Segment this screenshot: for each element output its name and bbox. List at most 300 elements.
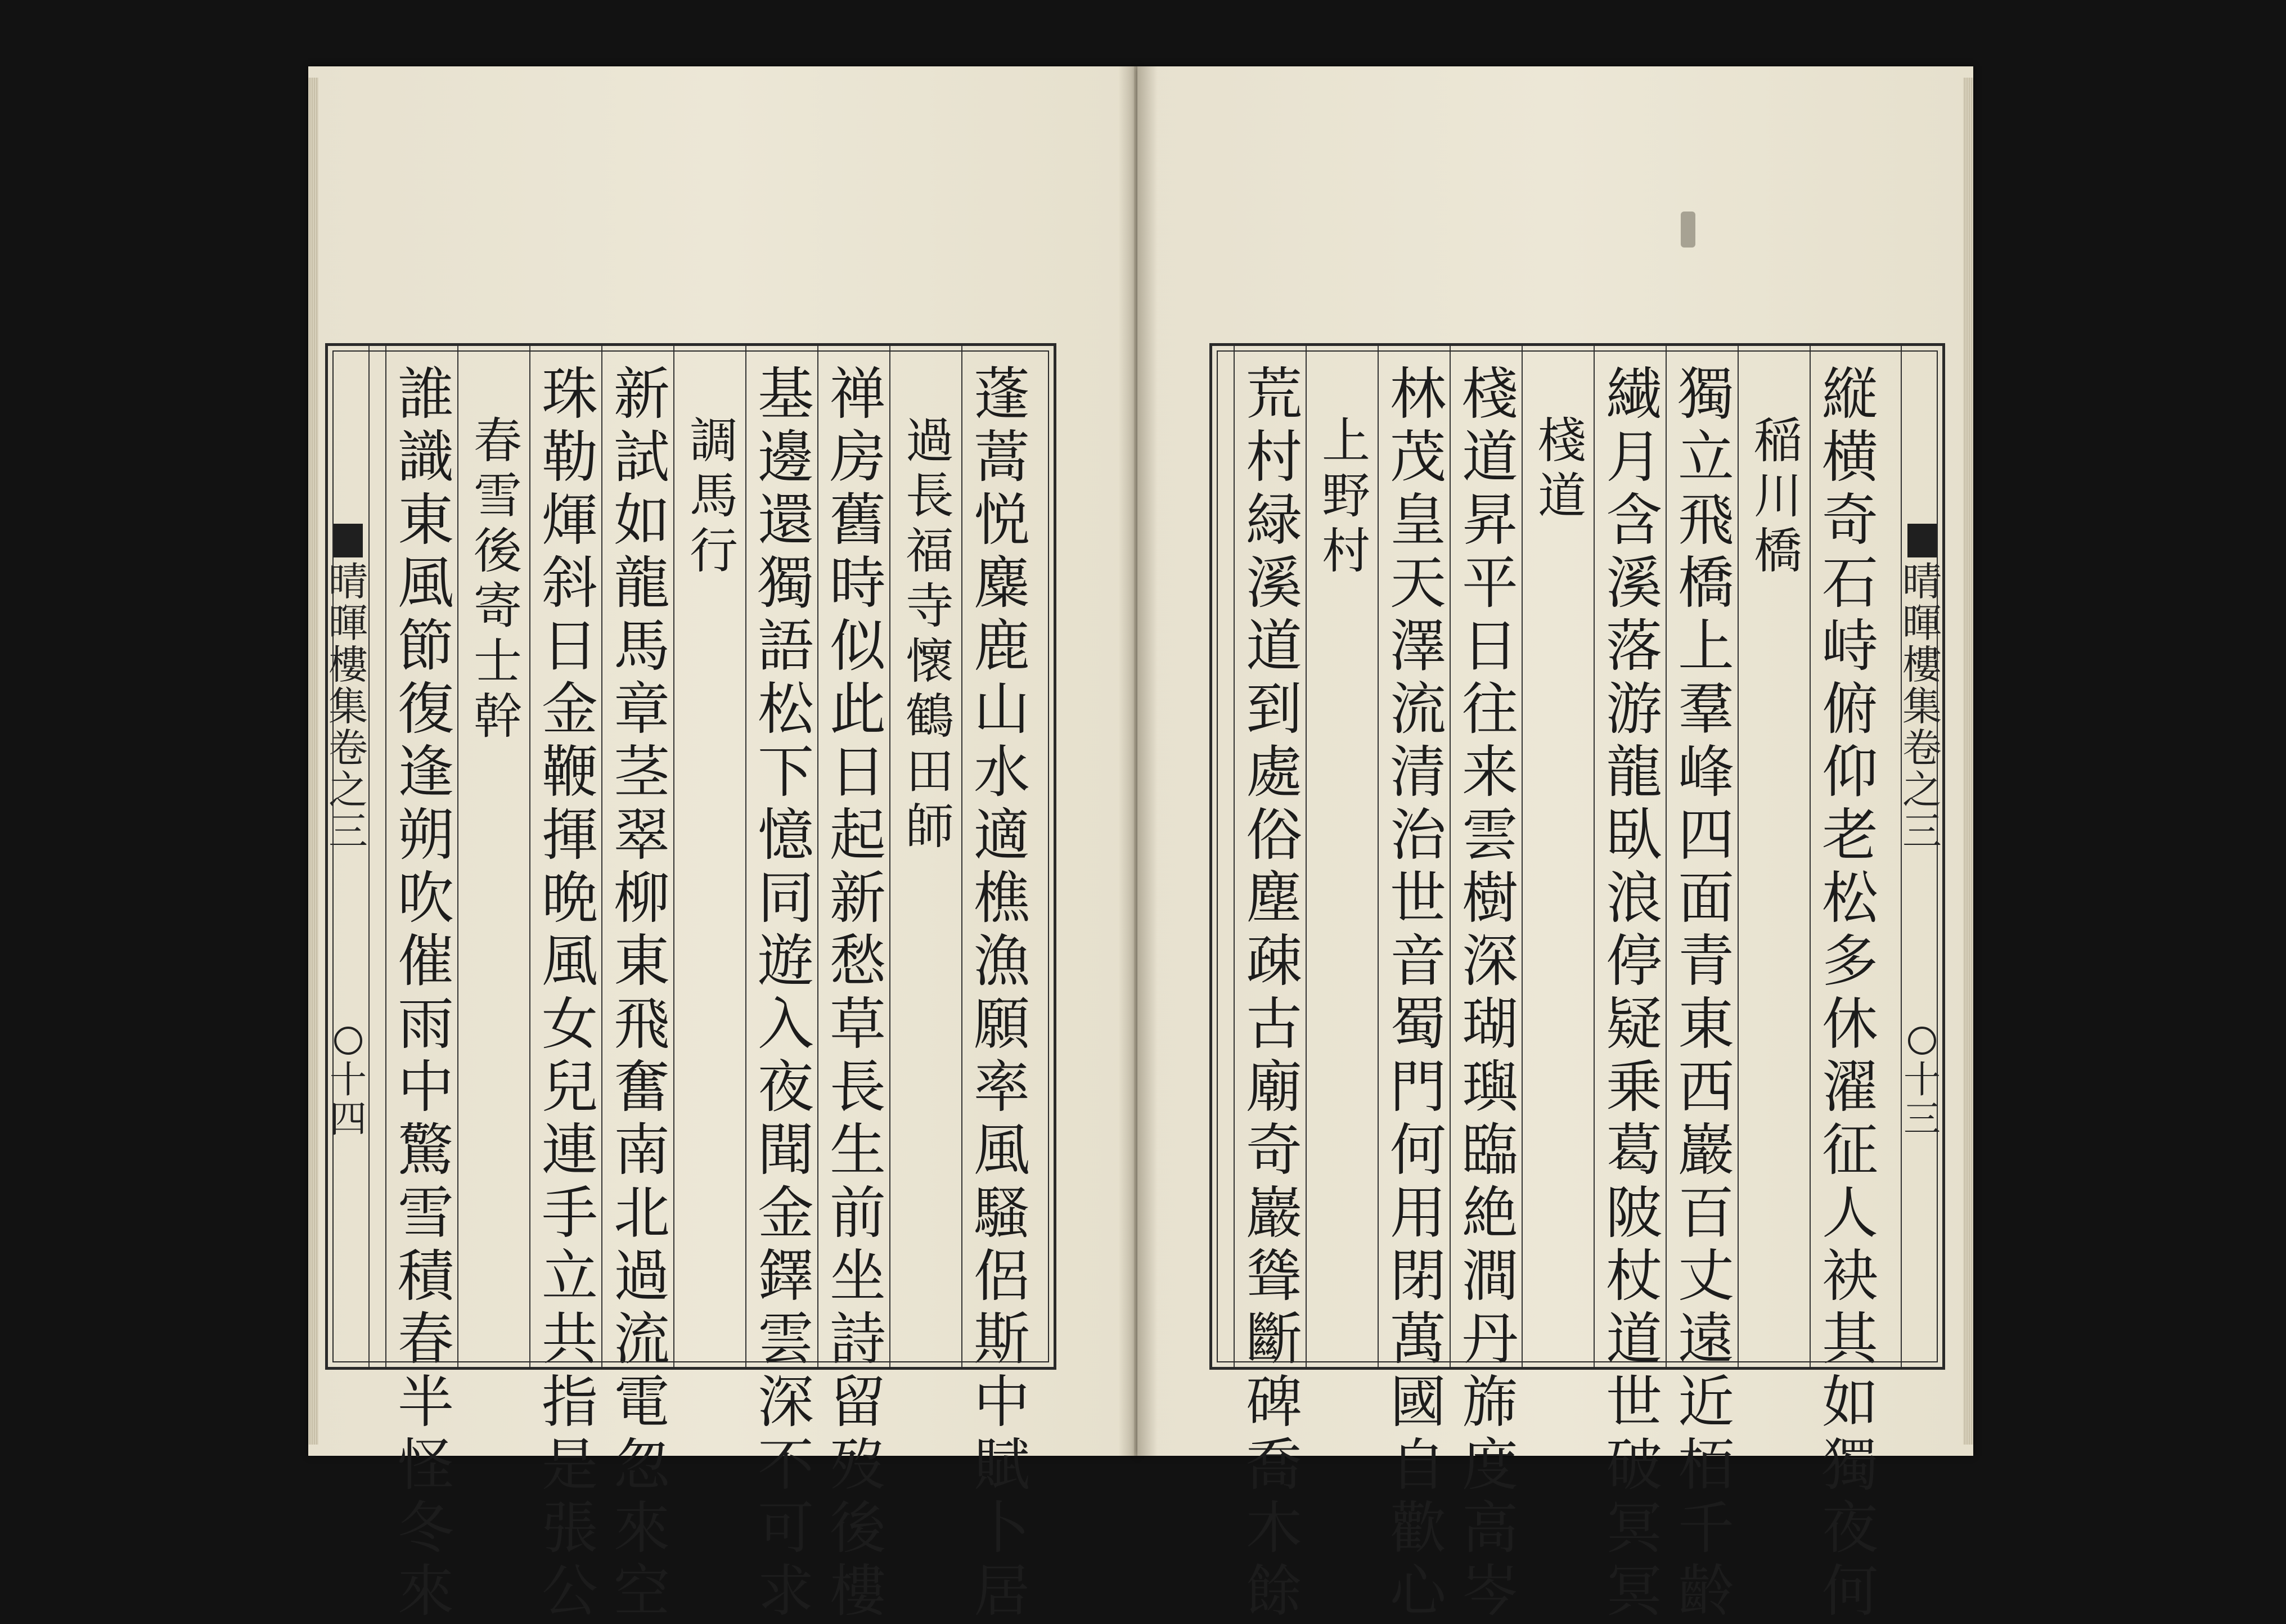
character: 月 [1606,424,1662,490]
character: 百 [1678,1180,1734,1246]
character: 道 [1538,468,1586,524]
character: 生 [830,1117,886,1183]
character: 閉 [1390,1243,1446,1309]
character: 樹 [1462,865,1518,931]
column-rule [385,346,386,1367]
character: 世 [1390,865,1446,931]
character: 心 [1390,1558,1446,1624]
character: 旆 [1462,1369,1518,1435]
right-page [1137,66,1973,1624]
character: 近 [1678,1369,1734,1435]
character: 横 [1822,424,1878,490]
open-book [308,66,1973,1624]
character: 棧 [1538,413,1586,469]
character: 東 [1678,991,1734,1057]
character: 處 [1246,739,1302,805]
character: 國 [1390,1369,1446,1435]
character: 度 [1462,1432,1518,1498]
character: 何 [1822,1558,1878,1624]
character: 春 [398,1306,454,1372]
character: 禅 [830,361,886,427]
character: 忽 [614,1432,670,1498]
character: 田 [906,744,954,800]
character: 春 [474,413,522,469]
character: 蓬 [974,361,1030,427]
poem-title [1526,413,1598,524]
character: 立 [1678,424,1734,490]
character: 俗 [1246,802,1302,868]
character: 獨 [1678,361,1734,427]
character: 瑚 [1462,991,1518,1057]
page-edge [308,78,318,1445]
character: 新 [830,865,886,931]
column-rule [1234,346,1235,1367]
character: 日 [542,613,598,679]
character: 疑 [1606,991,1662,1057]
character: 游 [1606,676,1662,742]
character: 破 [1606,1432,1662,1498]
character: 願 [974,991,1030,1057]
character: 下 [758,739,814,805]
character: 皇 [1390,487,1446,553]
left-page [308,66,1137,1624]
character: 飛 [1678,487,1734,553]
character: 後 [474,523,522,579]
character: 樵 [974,865,1030,931]
character: 歡 [1390,1495,1446,1561]
margin-character: 晴 [328,559,368,605]
character: 房 [830,424,886,490]
character: 不 [758,1432,814,1498]
character: 識 [398,424,454,490]
character: 来 [1462,739,1518,805]
character: 立 [542,1243,598,1309]
character: 新 [614,361,670,427]
circle-mark [1908,1027,1936,1055]
character: 日 [1462,613,1518,679]
character: 懷 [906,633,954,690]
character: 喬 [1246,1432,1302,1498]
character: 寄 [474,578,522,635]
character: 東 [614,928,670,994]
character: 道 [1246,613,1302,679]
character: 冬 [398,1495,454,1561]
character: 雲 [758,1306,814,1372]
character: 浪 [1606,865,1662,931]
character: 餘 [1246,1558,1302,1624]
page-number-character: 十 [1904,1058,1941,1101]
character: 雨 [398,991,454,1057]
character: 斯 [974,1306,1030,1372]
character: 賦 [974,1432,1030,1498]
character: 日 [830,739,886,805]
margin-character: 卷 [1902,725,1942,771]
book-gutter [1118,66,1158,1456]
character: 中 [398,1054,454,1120]
character: 仰 [1822,739,1878,805]
character: 行 [690,523,738,579]
character: 遠 [1678,1306,1734,1372]
character: 木 [1246,1495,1302,1561]
character: 過 [614,1243,670,1309]
margin-character: 卷 [328,725,368,771]
character: 卜 [974,1495,1030,1561]
book-title [328,559,368,730]
character: 鹿 [974,613,1030,679]
margin-character: 暉 [328,600,368,646]
poem-line [606,363,678,1623]
character: 陂 [1606,1180,1662,1246]
character: 石 [1822,550,1878,616]
character: 音 [1390,928,1446,994]
character: 溪 [1606,550,1662,616]
character: 北 [614,1180,670,1246]
margin-character: 暉 [1902,600,1942,646]
text-frame [325,343,1056,1624]
character: 語 [758,613,814,679]
character: 何 [1390,1117,1446,1183]
character: 適 [974,802,1030,868]
character: 中 [974,1369,1030,1435]
character: 章 [614,676,670,742]
character: 多 [1822,928,1878,994]
character: 驚 [398,1117,454,1183]
poem-title [678,413,750,579]
character: 張 [542,1495,598,1561]
character: 還 [758,487,814,553]
character: 馬 [614,613,670,679]
character: 長 [830,1054,886,1120]
character: 川 [1754,468,1802,524]
character: 袂 [1822,1243,1878,1309]
character: 聳 [1246,1243,1302,1309]
character: 節 [398,613,454,679]
character: 如 [1822,1369,1878,1435]
character: 乗 [1606,1054,1662,1120]
character: 道 [1606,1306,1662,1372]
character: 風 [542,928,598,994]
character: 士 [474,633,522,690]
margin-character: 之 [1902,767,1942,813]
character: 廟 [1246,1054,1302,1120]
character: 獨 [758,550,814,616]
character: 松 [1822,865,1878,931]
poem-line [1238,363,1310,1623]
character: 遊 [758,928,814,994]
character: 四 [1678,802,1734,868]
character: 上 [1678,613,1734,679]
character: 入 [758,991,814,1057]
book-title [1902,559,1942,730]
character: 可 [758,1495,814,1561]
character: 松 [758,676,814,742]
character: 金 [542,676,598,742]
character: 璵 [1462,1054,1518,1120]
character: 碑 [1246,1369,1302,1435]
character: 逢 [398,739,454,805]
character: 澤 [1390,613,1446,679]
character: 臨 [1462,1117,1518,1183]
character: 悦 [974,487,1030,553]
character: 村 [1246,424,1302,490]
page-margin-column [1904,520,1940,1139]
character: 千 [1678,1495,1734,1561]
character: 流 [614,1306,670,1372]
character: 俯 [1822,676,1878,742]
character: 後 [830,1495,886,1561]
character: 溪 [1246,550,1302,616]
character: 冥 [1606,1495,1662,1561]
character: 縦 [1822,361,1878,427]
character: 奇 [1246,1117,1302,1183]
character: 時 [830,550,886,616]
character: 棧 [1462,361,1518,427]
character: 清 [1390,739,1446,805]
page-margin-column [330,520,366,1139]
character: 鞭 [542,739,598,805]
character: 巖 [1678,1117,1734,1183]
character: 丹 [1462,1306,1518,1372]
character: 水 [974,739,1030,805]
character: 翠 [614,802,670,868]
poem-line [1382,363,1454,1623]
character: 岑 [1462,1558,1518,1624]
character: 栢 [1678,1432,1734,1498]
character: 荒 [1246,361,1302,427]
character: 調 [690,413,738,469]
character: 疎 [1246,928,1302,994]
character: 試 [614,424,670,490]
character: 往 [1462,676,1518,742]
character: 鶴 [906,689,954,745]
character: 師 [906,799,954,855]
character: 催 [398,928,454,994]
character: 馬 [690,468,738,524]
volume-label [1902,727,1942,852]
character: 金 [758,1180,814,1246]
character: 公 [542,1558,598,1624]
poem-line [534,363,606,1623]
character: 到 [1246,676,1302,742]
character: 雪 [474,468,522,524]
column-rule [1901,346,1902,1367]
character: 女 [542,991,598,1057]
character: 空 [614,1558,670,1624]
character: 騷 [974,1180,1030,1246]
character: 連 [542,1117,598,1183]
character: 征 [1822,1117,1878,1183]
character: 林 [1390,361,1446,427]
character: 濯 [1822,1054,1878,1120]
character: 揮 [542,802,598,868]
character: 指 [542,1369,598,1435]
character: 平 [1462,550,1518,616]
character: 澗 [1462,1243,1518,1309]
poem-line [822,363,894,1623]
page-number-character: 十 [330,1058,367,1101]
character: 茂 [1390,424,1446,490]
character: 世 [1606,1369,1662,1435]
character: 昇 [1462,487,1518,553]
margin-character: 樓 [1902,642,1942,688]
character: 深 [758,1369,814,1435]
character: 基 [758,361,814,427]
character: 橋 [1754,523,1802,579]
fish-tail-mark [1907,524,1937,557]
margin-character: 之 [328,767,368,813]
character: 斜 [542,550,598,616]
character: 前 [830,1180,886,1246]
character: 長 [906,468,954,524]
poem-title [1310,413,1382,579]
character: 葛 [1606,1117,1662,1183]
page-number [1904,1060,1941,1139]
character: 龍 [614,550,670,616]
page-number-character: 三 [1904,1097,1941,1141]
character: 流 [1390,676,1446,742]
character: 聞 [758,1117,814,1183]
character: 居 [974,1558,1030,1624]
character: 同 [758,865,814,931]
character: 手 [542,1180,598,1246]
character: 草 [830,991,886,1057]
character: 巖 [1246,1180,1302,1246]
character: 山 [974,676,1030,742]
character: 侶 [974,1243,1030,1309]
margin-character: 三 [328,808,368,854]
poem-line [390,363,462,1623]
character: 舊 [830,487,886,553]
character: 天 [1390,550,1446,616]
character: 半 [398,1369,454,1435]
poem-title [462,413,534,744]
character: 奇 [1822,487,1878,553]
character: 絶 [1462,1180,1518,1246]
character: 過 [906,413,954,469]
character: 勒 [542,424,598,490]
character: 深 [1462,928,1518,994]
character: 求 [758,1558,814,1624]
character: 風 [398,550,454,616]
character: 野 [1322,468,1370,524]
character: 幹 [474,689,522,745]
character: 蜀 [1390,991,1446,1057]
character: 坐 [830,1243,886,1309]
character: 誰 [398,361,454,427]
character: 雪 [398,1180,454,1246]
character: 漁 [974,928,1030,994]
character: 風 [974,1117,1030,1183]
character: 緑 [1246,487,1302,553]
character: 柳 [614,865,670,931]
character: 怪 [398,1432,454,1498]
poem-line [1814,363,1886,1623]
character: 愁 [830,928,886,994]
character: 福 [906,523,954,579]
character: 繊 [1606,361,1662,427]
character: 杖 [1606,1243,1662,1309]
character: 門 [1390,1054,1446,1120]
character: 齡 [1678,1558,1734,1624]
character: 率 [974,1054,1030,1120]
character: 丈 [1678,1243,1734,1309]
character: 休 [1822,991,1878,1057]
page-edge [1963,78,1973,1445]
margin-character: 集 [1902,683,1942,730]
character: 來 [614,1495,670,1561]
character: 兒 [542,1054,598,1120]
character: 起 [830,802,886,868]
character: 用 [1390,1180,1446,1246]
character: 停 [1606,928,1662,994]
character: 臥 [1606,802,1662,868]
character: 寺 [906,578,954,635]
character: 村 [1322,523,1370,579]
character: 飛 [614,991,670,1057]
column-rule [368,346,370,1367]
character: 含 [1606,487,1662,553]
margin-character: 樓 [328,642,368,688]
volume-label [328,727,368,852]
page-number [330,1060,367,1139]
character: 西 [1678,1054,1734,1120]
character: 自 [1390,1432,1446,1498]
character: 麋 [974,550,1030,616]
character: 來 [398,1558,454,1624]
poem-line [966,363,1038,1623]
poem-line [1598,363,1670,1623]
character: 落 [1606,613,1662,679]
character: 復 [398,676,454,742]
character: 上 [1322,413,1370,469]
character: 峰 [1678,739,1734,805]
poem-line [750,363,822,1623]
circle-mark [334,1027,362,1055]
character: 治 [1390,802,1446,868]
character: 鐸 [758,1243,814,1309]
character: 夜 [1822,1495,1878,1561]
character: 共 [542,1306,598,1372]
fish-tail-mark [334,524,363,557]
character: 老 [1822,802,1878,868]
character: 夜 [758,1054,814,1120]
character: 橋 [1678,550,1734,616]
character: 晩 [542,865,598,931]
character: 茎 [614,739,670,805]
character: 青 [1678,928,1734,994]
character: 羣 [1678,676,1734,742]
character: 南 [614,1117,670,1183]
character: 似 [830,613,886,679]
character: 此 [830,676,886,742]
character: 塵 [1246,865,1302,931]
character: 詩 [830,1306,886,1372]
character: 留 [830,1369,886,1435]
character: 電 [614,1369,670,1435]
character: 煇 [542,487,598,553]
character: 斷 [1246,1306,1302,1372]
margin-character: 集 [328,683,368,730]
character: 樓 [830,1558,886,1624]
character: 蒿 [974,424,1030,490]
character: 面 [1678,865,1734,931]
character: 獨 [1822,1432,1878,1498]
character: 奮 [614,1054,670,1120]
character: 人 [1822,1180,1878,1246]
character: 雲 [1462,802,1518,868]
character: 其 [1822,1306,1878,1372]
character: 龍 [1606,739,1662,805]
